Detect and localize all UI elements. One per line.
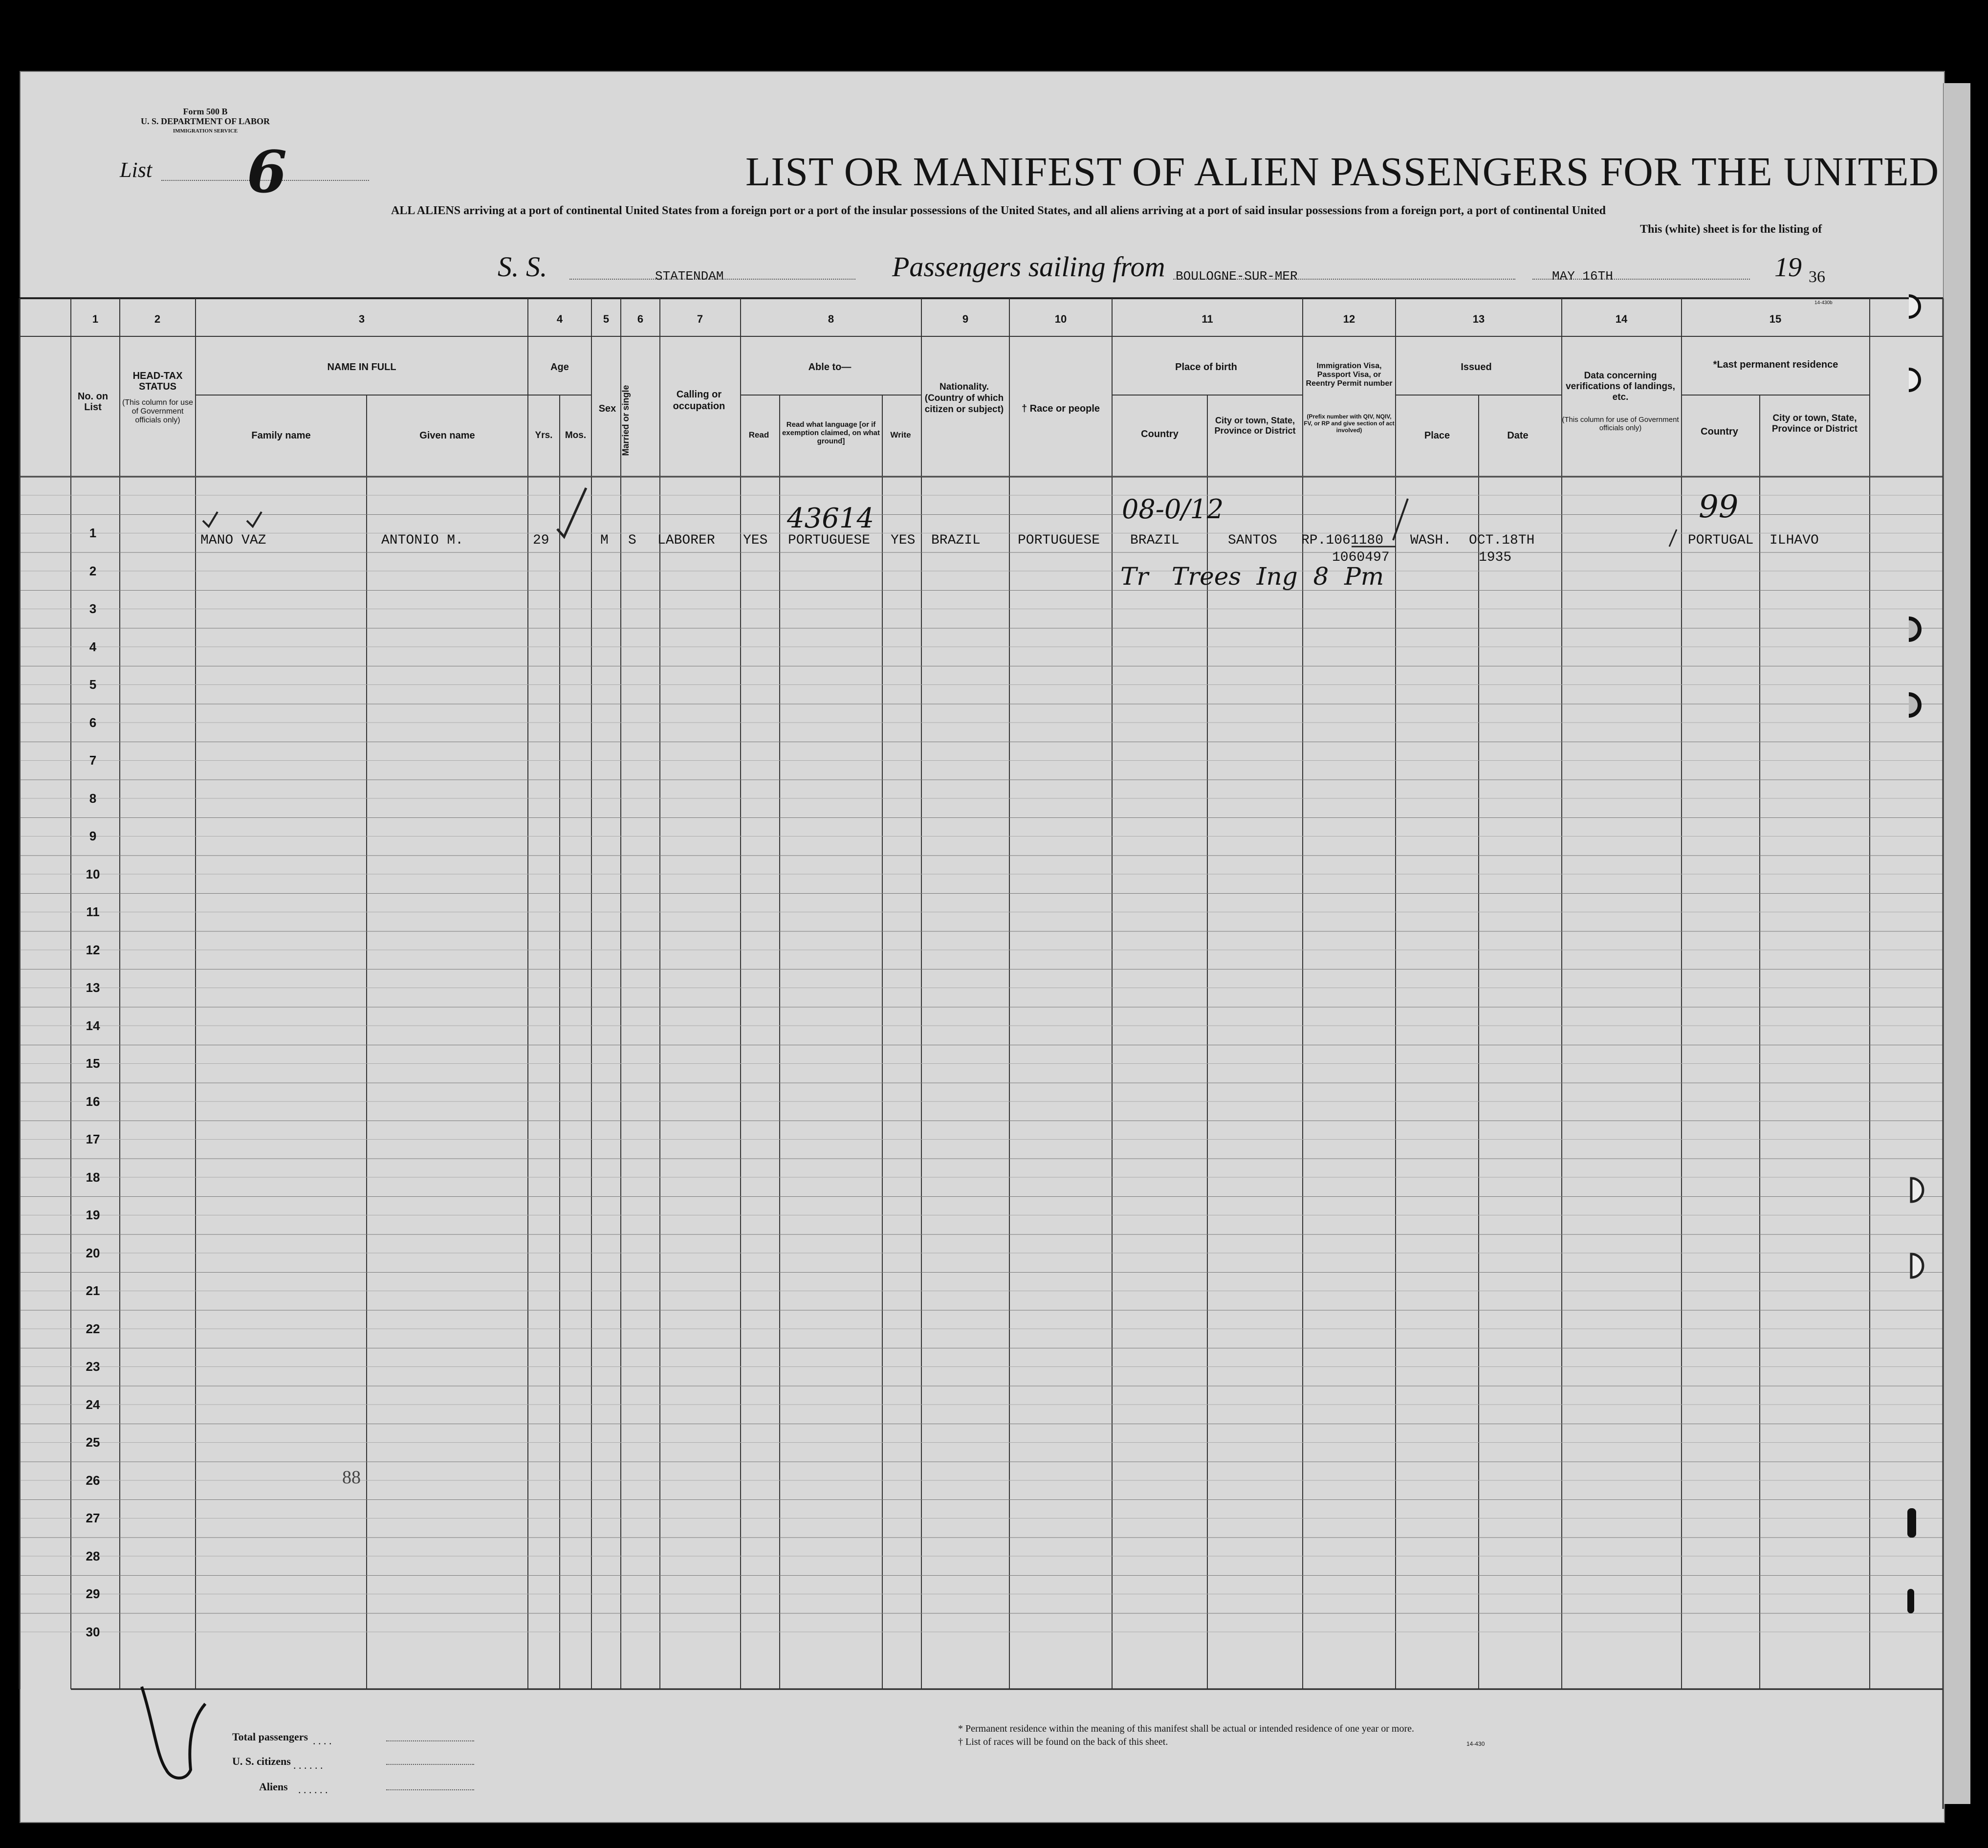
punch-hole-icon	[1911, 1254, 1923, 1277]
row-number: 28	[86, 1548, 100, 1563]
header-family-name: Family name	[251, 430, 311, 441]
footer-code: 14-430	[1466, 1740, 1485, 1747]
header-verifications: Data concerning verifications of landings, etc.	[1566, 371, 1675, 402]
punch-hole-icon	[1907, 1508, 1916, 1538]
punch-hole-icon	[1909, 618, 1920, 640]
handwritten-99: 99	[1699, 489, 1739, 525]
header-place-of-birth: Place of birth	[1175, 362, 1237, 373]
sex-value: M	[600, 533, 609, 548]
header-issued-place: Place	[1424, 430, 1450, 441]
us-citizens-line	[386, 1764, 474, 1765]
column-number: 9	[962, 313, 969, 325]
column-number: 8	[828, 313, 834, 325]
list-number: 6	[247, 138, 287, 206]
header-last-residence: *Last permanent residence	[1713, 359, 1838, 370]
punch-hole-icon	[1907, 1589, 1914, 1613]
header-verifications-note: (This column for use of Government officials only)	[1562, 416, 1679, 432]
visa-number-2: 1060497	[1332, 550, 1390, 565]
header-yrs: Yrs.	[535, 430, 553, 440]
row-number: 21	[86, 1283, 100, 1298]
issued-year-value: 1935	[1479, 550, 1512, 565]
residence-country-value: PORTUGAL	[1688, 533, 1754, 548]
header-birth-city: City or town, State, Province or District	[1214, 416, 1296, 436]
sailing-label: Passengers sailing from	[892, 251, 1165, 283]
column-number: 11	[1202, 313, 1213, 325]
page-title: LIST OR MANIFEST OF ALIEN PASSENGERS FOR THE UNITED	[745, 149, 1940, 195]
row-number: 6	[89, 715, 97, 730]
column-number: 5	[603, 313, 610, 325]
subtitle-line1: ALL ALIENS arriving at a port of continental United States from a foreign port or a port of the insular possessions of the United States, and all aliens arriving at a port of said insular possessions from a foreign port, a port of continental United	[391, 204, 1606, 217]
total-passengers-line	[386, 1740, 474, 1741]
column-number: 6	[637, 313, 644, 325]
age-years: 29	[533, 533, 549, 548]
header-read-language: Read what language [or if exemption claimed, on what ground]	[782, 420, 880, 445]
row-number: 11	[86, 904, 100, 919]
language-value: PORTUGUESE	[788, 533, 871, 548]
given-name: ANTONIO M.	[381, 533, 464, 548]
row-number: 20	[86, 1245, 100, 1260]
row-number: 4	[89, 639, 97, 654]
punch-hole-icon	[1909, 296, 1920, 317]
ship-name: STATENDAM	[655, 269, 724, 284]
birth-country-value: BRAZIL	[1130, 533, 1180, 548]
year-suffix: 36	[1809, 268, 1825, 286]
header-visa: Immigration Visa, Passport Visa, or Reentry Permit number	[1306, 362, 1393, 388]
race-value: PORTUGUESE	[1018, 533, 1100, 548]
header-issued-date: Date	[1507, 430, 1529, 441]
list-label: List	[120, 158, 153, 182]
row-number: 16	[86, 1094, 100, 1109]
row26-mark: 88	[342, 1467, 361, 1488]
header-head-tax-note: (This column for use of Government officials only)	[122, 398, 193, 424]
aliens-label: Aliens	[259, 1781, 288, 1793]
handwritten-43614: 43614	[787, 503, 874, 534]
header-married: Married or single	[621, 385, 631, 456]
header-name-in-full: NAME IN FULL	[327, 362, 396, 373]
row-number: 15	[86, 1056, 100, 1071]
port-name: BOULOGNE-SUR-MER	[1176, 269, 1298, 284]
header-age: Age	[550, 362, 569, 373]
column-number: 14	[1615, 313, 1628, 325]
header-write: Write	[890, 430, 911, 440]
header-res-country: Country	[1701, 426, 1738, 437]
row-number: 3	[89, 601, 97, 616]
sailing-date: MAY 16TH	[1552, 269, 1613, 284]
row-number: 1	[89, 526, 97, 540]
row-number: 8	[89, 791, 97, 806]
row-number: 23	[86, 1359, 100, 1374]
row-number: 12	[86, 942, 100, 957]
handwritten-code-08: 08-0/12	[1122, 494, 1224, 525]
header-mos: Mos.	[565, 430, 587, 440]
row-number: 26	[86, 1473, 100, 1488]
row-number: 10	[86, 866, 100, 881]
subtitle-line2: This (white) sheet is for the listing of	[1640, 223, 1822, 236]
header-nationality: Nationality. (Country of which citizen or subject)	[924, 382, 1004, 415]
issued-place-value: WASH.	[1410, 533, 1452, 548]
punch-hole-icon	[1909, 369, 1920, 391]
header-able-to: Able to—	[808, 362, 852, 373]
punch-hole-icon	[1909, 694, 1920, 716]
row-number: 22	[86, 1321, 100, 1336]
row-number: 18	[86, 1169, 100, 1185]
row-number: 27	[86, 1511, 100, 1525]
footnote-residence: * Permanent residence within the meaning of this manifest shall be actual or intended residence of one year or more.	[958, 1723, 1415, 1734]
ss-label: S. S.	[498, 251, 547, 283]
family-name: MANO VAZ	[200, 533, 266, 548]
header-sex: Sex	[598, 403, 616, 414]
row-number: 2	[89, 563, 97, 578]
column-number: 1	[92, 313, 99, 325]
handwritten-note: Tr Trees Ing 8 Pm	[1120, 562, 1384, 591]
birth-city-value: SANTOS	[1228, 533, 1277, 548]
header-visa-note: (Prefix number with QIV, NQIV, FV, or RP and give section of act involved)	[1304, 413, 1395, 434]
header-read: Read	[748, 430, 769, 440]
row-number: 5	[89, 677, 97, 692]
nationality-value: BRAZIL	[931, 533, 981, 548]
row-number: 30	[86, 1624, 100, 1639]
header-no-on-list: No. on List	[77, 391, 109, 413]
row-number: 19	[86, 1208, 100, 1222]
corner-code: 14-430b	[1814, 300, 1833, 306]
punch-hole-icon	[1911, 1178, 1923, 1202]
visa-number: RP.1061180	[1301, 533, 1384, 548]
department-label: U. S. DEPARTMENT OF LABOR	[140, 116, 270, 126]
issued-date-value: OCT.18TH	[1469, 533, 1535, 548]
column-number: 4	[556, 313, 563, 325]
column-number: 12	[1343, 313, 1355, 325]
header-race: † Race or people	[1021, 403, 1100, 414]
column-number: 7	[697, 313, 703, 325]
row-number: 13	[86, 980, 100, 995]
total-passengers-label: Total passengers	[232, 1731, 308, 1743]
service-label: IMMIGRATION SERVICE	[173, 128, 238, 134]
marital-value: S	[628, 533, 636, 548]
row-number: 9	[89, 829, 97, 843]
header-birth-country: Country	[1141, 429, 1179, 440]
row-number: 29	[86, 1586, 100, 1601]
column-number: 2	[154, 313, 161, 325]
column-number: 15	[1769, 313, 1782, 325]
read-value: YES	[743, 533, 768, 548]
row-number: 14	[86, 1018, 100, 1033]
write-value: YES	[891, 533, 916, 548]
header-res-city: City or town, State, Province or District	[1771, 413, 1858, 434]
header-issued: Issued	[1461, 362, 1492, 373]
footnote-races: † List of races will be found on the back of this sheet.	[958, 1737, 1168, 1747]
year-prefix: 19	[1774, 252, 1802, 283]
row-number: 17	[86, 1132, 100, 1146]
row-number: 7	[89, 753, 97, 768]
us-citizens-label: U. S. citizens	[232, 1755, 291, 1767]
form-number: Form 500 B	[183, 107, 228, 116]
header-calling: Calling or occupation	[673, 389, 725, 412]
column-number: 10	[1054, 313, 1067, 325]
row-number: 24	[86, 1397, 100, 1412]
header-given-name: Given name	[419, 430, 475, 441]
header-head-tax: HEAD-TAX STATUS	[132, 371, 183, 392]
row-number: 25	[86, 1435, 100, 1450]
residence-city-value: ILHAVO	[1770, 533, 1819, 548]
column-number: 3	[358, 313, 365, 325]
occupation-value: LABORER	[657, 533, 715, 548]
column-number: 13	[1472, 313, 1485, 325]
aliens-line	[386, 1789, 474, 1790]
